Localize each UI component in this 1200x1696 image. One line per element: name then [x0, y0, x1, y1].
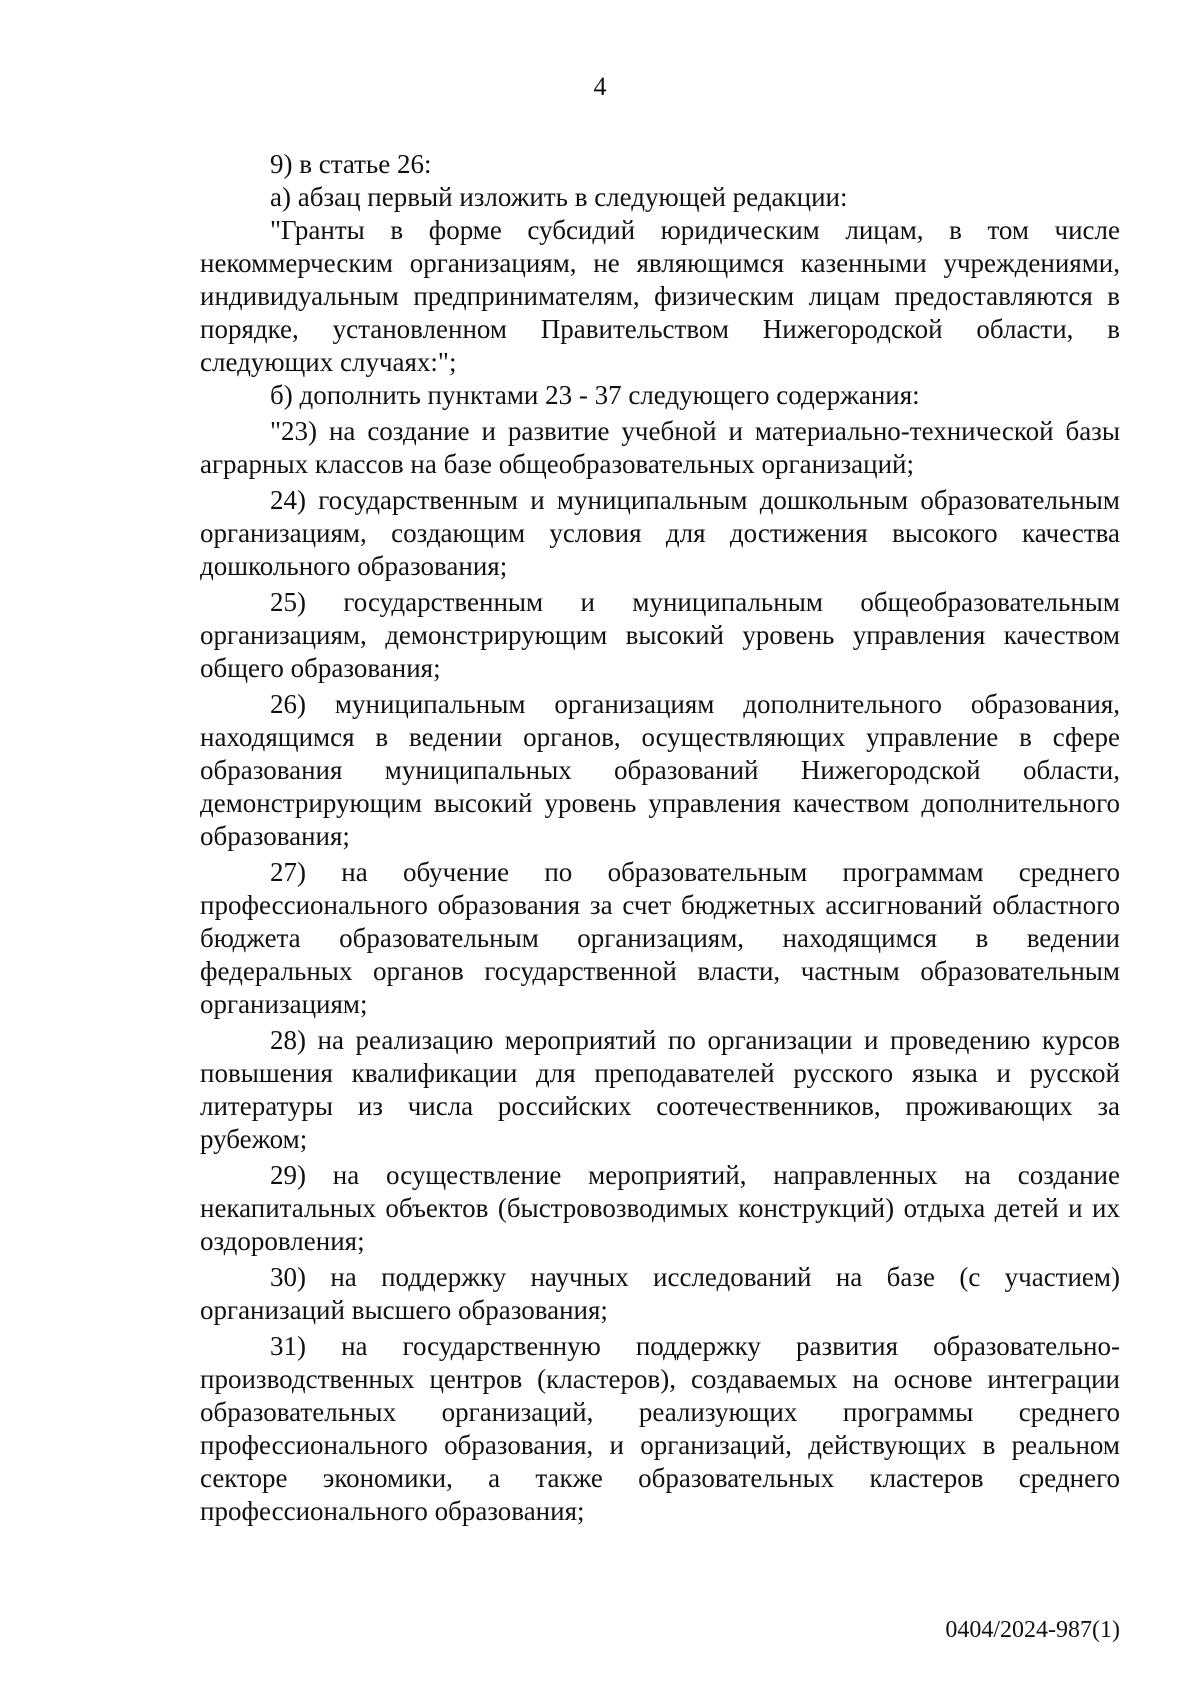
- paragraph-point-28: 28) на реализацию мероприятий по организации и проведению курсов повышения квалификации для преподавателей русского языка и русской литературы из числа российских соотечественников, проживающих за рубежом;: [200, 1025, 1120, 1154]
- paragraph-grants-text: "Гранты в форме субсидий юридическим лицам, в том числе некоммерческим организациям, не являющимся казенными учреждениями, индивидуальным предпринимателям, физическим лицам предоставляются в порядке, установленном Правительством Нижегородской области, в следующих случаях:";: [200, 215, 1120, 377]
- document-body: [200, 148, 1120, 1528]
- paragraph-point-26: 26) муниципальным организациям дополнительного образования, находящимся в ведении органов, осуществляющих управление в сфере образования муниципальных образований Нижегородской области, демонстрирующим высокий уровень управления качеством дополнительного образования;: [200, 689, 1120, 851]
- paragraph-point-27: 27) на обучение по образовательным программам среднего профессионального образования за счет бюджетных ассигнований областного бюджета образовательным организациям, находящимся в ведении федеральных органов государственной власти, частным образовательным организациям;: [200, 857, 1120, 1019]
- paragraph-point-25: 25) государственным и муниципальным общеобразовательным организациям, демонстрирующим высокий уровень управления качеством общего образования;: [200, 587, 1120, 683]
- paragraph-point-24: 24) государственным и муниципальным дошкольным образовательным организациям, создающим условия для достижения высокого качества дошкольного образования;: [200, 485, 1120, 581]
- paragraph-article-26: 9) в статье 26:: [270, 149, 432, 179]
- paragraph-point-23: "23) на создание и развитие учебной и материально-технической базы аграрных классов на базе общеобразовательных организаций;: [200, 416, 1120, 479]
- paragraph-point-29: 29) на осуществление мероприятий, направленных на создание некапитальных объектов (быстровозводимых конструкций) отдыха детей и их оздоровления;: [200, 1160, 1120, 1256]
- page-number: 4: [593, 72, 607, 101]
- paragraph-point-30: 30) на поддержку научных исследований на базе (с участием) организаций высшего образования;: [200, 1262, 1120, 1325]
- document-code: 0404/2024-987(1): [945, 1617, 1120, 1643]
- paragraph-point-31: 31) на государственную поддержку развития образовательно-производственных центров (кластеров), создаваемых на основе интеграции образовательных организаций, реализующих программы среднего профессионального образования, и организаций, действующих в реальном секторе экономики, а также образовательных кластеров среднего профессионального образования;: [200, 1331, 1120, 1526]
- paragraph-item-a: а) абзац первый изложить в следующей редакции:: [270, 182, 848, 212]
- paragraph-item-b: б) дополнить пунктами 23 - 37 следующего содержания:: [270, 380, 920, 410]
